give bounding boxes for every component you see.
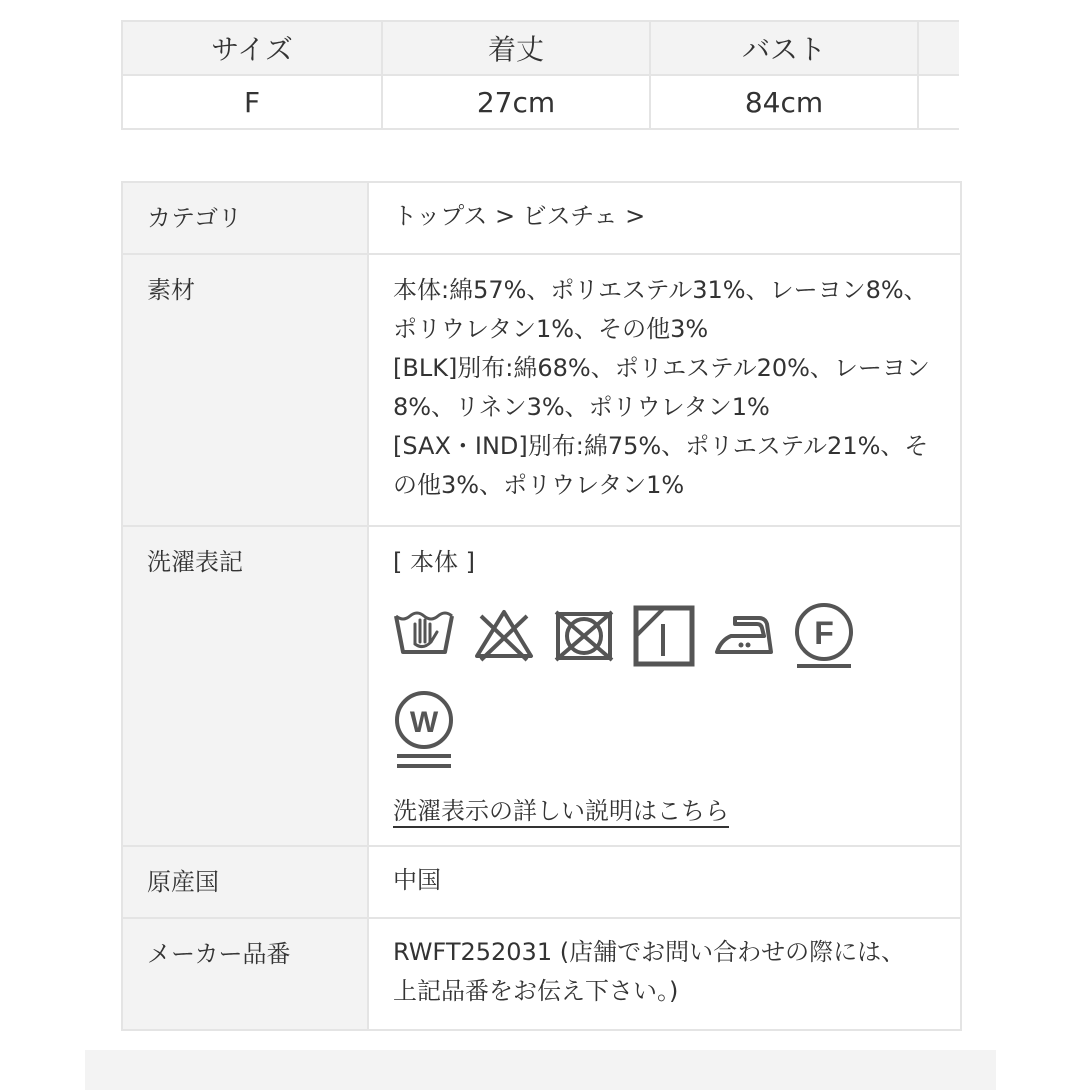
size-cell-bust: 84cm xyxy=(650,75,918,129)
care-detail-link[interactable]: 洗濯表示の詳しい説明はこちら xyxy=(393,796,729,828)
size-table xyxy=(121,20,959,130)
spec-label-care: 洗濯表記 xyxy=(122,526,368,846)
material-line: 本体:綿57%、ポリエステル31%、レーヨン8%、 xyxy=(393,276,928,304)
spec-row-category xyxy=(122,182,961,254)
no-tumble-dry-icon xyxy=(553,602,615,672)
spec-value-category: トップス > ビスチェ > xyxy=(368,182,961,254)
size-header-length: 着丈 xyxy=(382,21,650,75)
spec-row-material xyxy=(122,254,961,526)
dry-clean-f-icon xyxy=(793,602,855,672)
size-cell-overflow xyxy=(918,75,959,129)
spec-label-material: 素材 xyxy=(122,254,368,526)
spec-label-category: カテゴリ xyxy=(122,182,368,254)
spec-row-origin xyxy=(122,846,961,918)
size-cell-size: F xyxy=(122,75,382,129)
material-line: の他3%、ポリウレタン1% xyxy=(393,471,685,499)
maker-no-line: RWFT252031 (店舗でお問い合わせの際には、 xyxy=(393,938,906,966)
spec-value-origin: 中国 xyxy=(368,846,961,918)
spec-value-material xyxy=(368,254,961,526)
spec-label-maker-no: メーカー品番 xyxy=(122,918,368,1030)
material-line: 8%、リネン3%、ポリウレタン1% xyxy=(393,393,770,421)
wet-clean-letter: W xyxy=(409,706,439,739)
care-icons xyxy=(393,602,936,790)
spec-row-maker-no xyxy=(122,918,961,1030)
spec-value-maker-no xyxy=(368,918,961,1030)
maker-no-line: 上記品番をお伝え下さい。) xyxy=(393,977,679,1005)
size-cell-length: 27cm xyxy=(382,75,650,129)
size-table-row xyxy=(122,75,959,129)
size-table-wrapper[interactable] xyxy=(121,20,959,132)
size-header-overflow xyxy=(918,21,959,75)
line-dry-shade-icon xyxy=(633,602,695,672)
hand-wash-icon xyxy=(393,602,455,672)
spec-row-care xyxy=(122,526,961,846)
spec-table xyxy=(121,181,962,1031)
spec-label-origin: 原産国 xyxy=(122,846,368,918)
material-line: [BLK]別布:綿68%、ポリエステル20%、レーヨン xyxy=(393,354,930,382)
size-header-bust: バスト xyxy=(650,21,918,75)
size-table-header-row xyxy=(122,21,959,75)
care-section-title: [ 本体 ] xyxy=(393,548,475,576)
material-line: ポリウレタン1%、その他3% xyxy=(393,315,709,343)
footer-band xyxy=(85,1050,996,1090)
iron-low-icon xyxy=(713,602,775,672)
no-bleach-icon xyxy=(473,602,535,672)
wet-clean-w-icon xyxy=(393,690,455,772)
material-line: [SAX・IND]別布:綿75%、ポリエステル21%、そ xyxy=(393,432,929,460)
spec-value-care xyxy=(368,526,961,846)
dry-clean-letter: F xyxy=(814,615,834,651)
size-header-size: サイズ xyxy=(122,21,382,75)
